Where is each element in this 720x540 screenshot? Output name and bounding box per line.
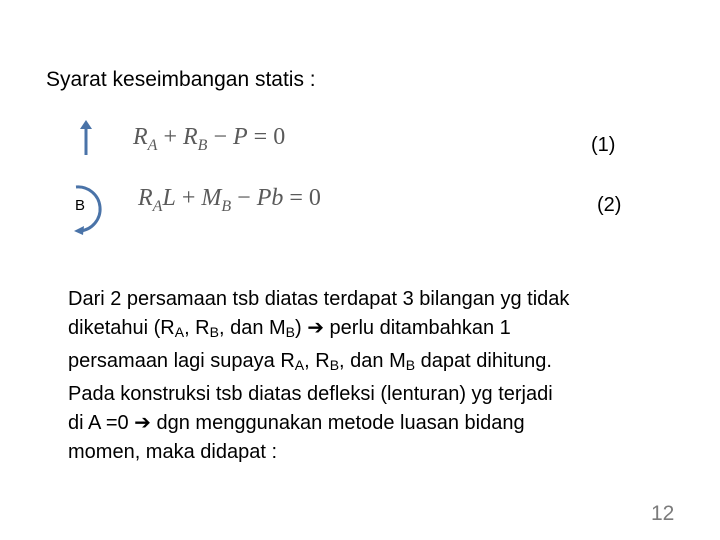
text-span: ): [295, 317, 308, 339]
text-span: diketahui (R: [68, 317, 175, 339]
text-span: persamaan lagi supaya R: [68, 350, 295, 372]
eq2-operator-minus: −: [231, 185, 257, 211]
text-span: , dan M: [218, 317, 286, 339]
eq1-operator-plus: +: [157, 124, 183, 150]
arrow-up-icon: [78, 120, 94, 161]
text-span: dgn menggunakan metode luasan bidang: [150, 412, 525, 434]
eq2-term1-tail: L: [162, 185, 176, 211]
subscript: B: [285, 324, 296, 340]
slide-heading: Syarat keseimbangan statis :: [46, 68, 316, 91]
eq2-term2-subscript: B: [221, 198, 232, 215]
eq1-term1: R: [133, 124, 148, 150]
eq1-operator-minus: −: [207, 124, 233, 150]
paragraph-line-1: Dari 2 persamaan tsb diatas terdapat 3 bilangan yg tidak: [68, 288, 570, 310]
eq1-term3: P: [233, 124, 248, 150]
text-span: , R: [304, 350, 330, 372]
text-span: di A =0: [68, 412, 135, 434]
equation-2-number: (2): [597, 194, 622, 216]
eq2-term1: R: [138, 185, 153, 211]
eq2-rhs: = 0: [283, 185, 321, 211]
eq1-rhs: = 0: [247, 124, 286, 150]
equation-1-number: (1): [591, 134, 616, 156]
paragraph-line-5: [68, 409, 708, 438]
eq2-term2: M: [201, 185, 222, 211]
subscript: B: [405, 357, 416, 373]
subscript: B: [209, 324, 219, 340]
eq2-operator-plus: +: [175, 185, 202, 211]
paragraph-line-3: [68, 347, 708, 380]
equation-2: [138, 185, 321, 216]
text-span: dapat dihitung.: [415, 350, 552, 372]
eq1-term2: R: [183, 124, 198, 150]
right-arrow-icon: ➔: [307, 317, 324, 339]
right-arrow-icon: ➔: [134, 412, 151, 434]
eq1-term2-subscript: B: [197, 137, 208, 154]
paragraph-line-2: [68, 314, 708, 347]
subscript: B: [329, 357, 340, 373]
eq2-term1-subscript: A: [152, 198, 163, 215]
eq1-term1-subscript: A: [147, 137, 158, 154]
equation-1: [133, 124, 285, 155]
eq2-term3: Pb: [256, 185, 284, 211]
text-span: perlu ditambahkan 1: [324, 317, 511, 339]
support-label-b: B: [75, 197, 86, 214]
explanation-paragraph: [68, 285, 708, 467]
paragraph-line-6: momen, maka didapat :: [68, 441, 277, 463]
subscript: A: [174, 324, 185, 340]
paragraph-line-4: Pada konstruksi tsb diatas defleksi (lenturan) yg terjadi: [68, 383, 553, 405]
subscript: A: [294, 357, 305, 373]
text-span: , dan M: [339, 350, 406, 372]
text-span: , R: [184, 317, 210, 339]
page-number: 12: [651, 502, 675, 525]
